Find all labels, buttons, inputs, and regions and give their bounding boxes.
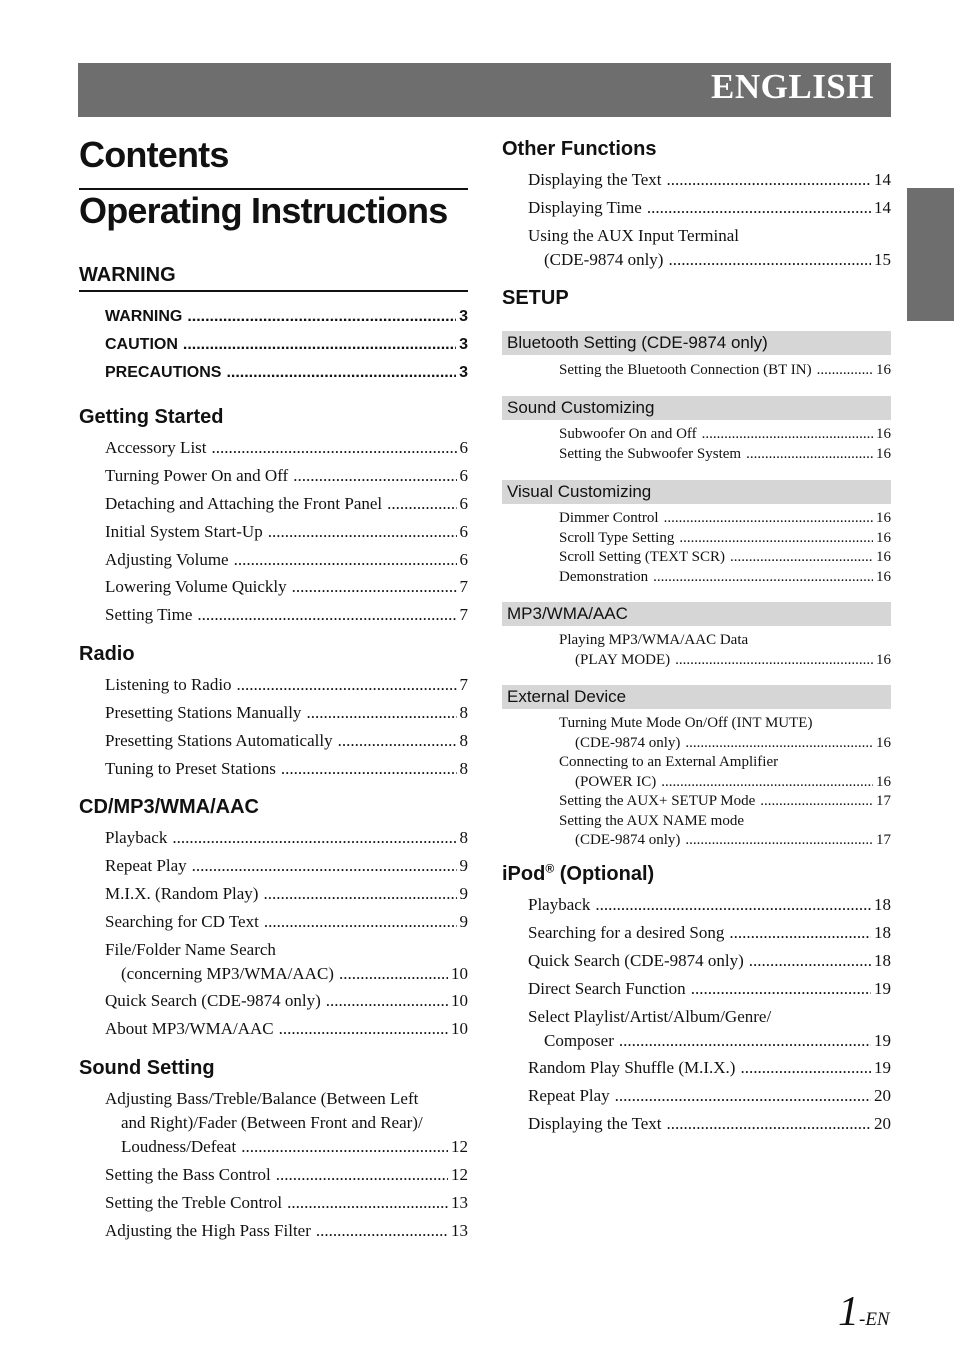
toc-entry[interactable]: Setting the AUX NAME mode (CDE-9874 only) ..... 17 [502, 812, 891, 851]
toc-entry[interactable]: Displaying the Text ..... 20 [502, 1112, 891, 1136]
ipod-section [502, 862, 891, 1140]
subsection-bar-external-device: External Device [502, 685, 891, 709]
mp3-list [502, 631, 891, 670]
toc-entry[interactable]: Accessory List ..... 6 [79, 436, 468, 460]
bluetooth-subsection [502, 331, 891, 381]
toc-entry[interactable]: Turning Power On and Off ..... 6 [79, 464, 468, 488]
toc-entry[interactable]: Connecting to an External Amplifier (POWER IC) ..... 16 [502, 753, 891, 792]
cd-section [79, 795, 468, 1045]
toc-entry[interactable]: Setting the Bass Control ..... 12 [79, 1163, 468, 1187]
warning-list [79, 307, 468, 383]
section-title-ipod: iPod® (Optional) [502, 861, 655, 885]
toc-entry[interactable]: About MP3/WMA/AAC ..... 10 [79, 1017, 468, 1041]
external-device-subsection [502, 685, 891, 851]
sound-customizing-list [502, 425, 891, 464]
language-banner [78, 63, 891, 117]
getting-started-list [79, 436, 468, 627]
toc-entry[interactable]: PRECAUTIONS ..... 3 [79, 363, 468, 383]
toc-entry[interactable]: Turning Mute Mode On/Off (INT MUTE) (CDE-9874 only) ..... 16 [502, 714, 891, 753]
toc-entry[interactable]: Playing MP3/WMA/AAC Data (PLAY MODE) ..... 16 [502, 631, 891, 670]
toc-entry[interactable]: Random Play Shuffle (M.I.X.) ..... 19 [502, 1056, 891, 1080]
section-title-radio: Radio [79, 643, 135, 665]
language-label: ENGLISH [711, 67, 874, 106]
toc-entry[interactable]: Using the AUX Input Terminal (CDE-9874 only) ..... 15 [502, 224, 891, 272]
section-side-tab [907, 188, 954, 321]
radio-list [79, 673, 468, 781]
toc-entry[interactable]: Setting the AUX+ SETUP Mode ..... 17 [502, 792, 891, 812]
toc-entry[interactable]: Displaying the Text ..... 14 [502, 168, 891, 192]
ipod-list [502, 893, 891, 1136]
toc-entry[interactable]: Adjusting Bass/Treble/Balance (Between Left and Right)/Fader (Between Front and Rear)/ Loudness/Defeat ..... 12 [79, 1087, 468, 1159]
getting-started-section [79, 405, 468, 631]
subsection-bar-bluetooth: Bluetooth Setting (CDE-9874 only) [502, 331, 891, 355]
mp3-subsection [502, 602, 891, 670]
toc-entry[interactable]: Adjusting Volume ..... 6 [79, 548, 468, 572]
toc-entry[interactable]: Displaying Time ..... 14 [502, 196, 891, 220]
contents-title: Contents [79, 134, 229, 175]
section-title-other-functions: Other Functions [502, 138, 657, 160]
operating-instructions-title: Operating Instructions [79, 190, 448, 231]
subsection-bar-visual-customizing: Visual Customizing [502, 480, 891, 504]
toc-entry[interactable]: Demonstration ..... 16 [502, 568, 891, 588]
setup-section [502, 286, 891, 310]
toc-entry[interactable]: Presetting Stations Manually ..... 8 [79, 701, 468, 725]
sound-customizing-subsection [502, 396, 891, 464]
toc-entry[interactable]: Quick Search (CDE-9874 only) ..... 10 [79, 989, 468, 1013]
toc-entry[interactable]: Tuning to Preset Stations ..... 8 [79, 757, 468, 781]
warning-section [79, 263, 468, 390]
radio-section [79, 642, 468, 785]
toc-entry[interactable]: Listening to Radio ..... 7 [79, 673, 468, 697]
toc-entry[interactable]: File/Folder Name Search (concerning MP3/WMA/AAC) ..... 10 [79, 938, 468, 986]
sound-setting-list [79, 1087, 468, 1243]
toc-entry[interactable]: Searching for a desired Song ..... 18 [502, 921, 891, 945]
toc-entry[interactable]: Repeat Play ..... 9 [79, 854, 468, 878]
toc-entry[interactable]: Repeat Play ..... 20 [502, 1084, 891, 1108]
toc-entry[interactable]: Setting the Bluetooth Connection (BT IN) ..... 16 [502, 361, 891, 381]
section-title-cd: CD/MP3/WMA/AAC [79, 796, 259, 818]
toc-entry[interactable]: Scroll Setting (TEXT SCR) ..... 16 [502, 548, 891, 568]
section-title-sound-setting: Sound Setting [79, 1057, 215, 1079]
toc-entry[interactable]: Presetting Stations Automatically ..... 8 [79, 729, 468, 753]
toc-entry[interactable]: M.I.X. (Random Play) ..... 9 [79, 882, 468, 906]
toc-entry[interactable]: Scroll Type Setting ..... 16 [502, 529, 891, 549]
external-device-list [502, 714, 891, 851]
toc-entry[interactable]: CAUTION ..... 3 [79, 335, 468, 355]
bluetooth-list [502, 361, 891, 381]
toc-entry[interactable]: Quick Search (CDE-9874 only) ..... 18 [502, 949, 891, 973]
toc-entry[interactable]: Setting the Subwoofer System ..... 16 [502, 445, 891, 465]
toc-entry[interactable]: Setting Time ..... 7 [79, 603, 468, 627]
toc-entry[interactable]: Searching for CD Text ..... 9 [79, 910, 468, 934]
section-title-setup: SETUP [502, 287, 569, 309]
toc-entry[interactable]: WARNING ..... 3 [79, 307, 468, 327]
toc-entry[interactable]: Dimmer Control ..... 16 [502, 509, 891, 529]
page-number: 1-EN [838, 1289, 890, 1335]
toc-entry[interactable]: Adjusting the High Pass Filter ..... 13 [79, 1219, 468, 1243]
cd-list [79, 826, 468, 1041]
toc-entry[interactable]: Subwoofer On and Off ..... 16 [502, 425, 891, 445]
toc-entry[interactable]: Playback ..... 18 [502, 893, 891, 917]
toc-entry[interactable]: Direct Search Function ..... 19 [502, 977, 891, 1001]
subsection-bar-mp3: MP3/WMA/AAC [502, 602, 891, 626]
section-title-getting-started: Getting Started [79, 406, 224, 428]
toc-entry[interactable]: Detaching and Attaching the Front Panel ..... 6 [79, 492, 468, 516]
toc-entry[interactable]: Playback ..... 8 [79, 826, 468, 850]
visual-customizing-list [502, 509, 891, 587]
visual-customizing-subsection [502, 480, 891, 587]
subsection-bar-sound-customizing: Sound Customizing [502, 396, 891, 420]
sound-setting-section [79, 1056, 468, 1247]
toc-entry[interactable]: Setting the Treble Control ..... 13 [79, 1191, 468, 1215]
toc-entry[interactable]: Select Playlist/Artist/Album/Genre/ Composer ..... 19 [502, 1005, 891, 1053]
other-functions-section [502, 137, 891, 276]
other-functions-list [502, 168, 891, 272]
section-title-warning: WARNING [79, 263, 468, 292]
toc-entry[interactable]: Lowering Volume Quickly ..... 7 [79, 575, 468, 599]
toc-entry[interactable]: Initial System Start-Up ..... 6 [79, 520, 468, 544]
